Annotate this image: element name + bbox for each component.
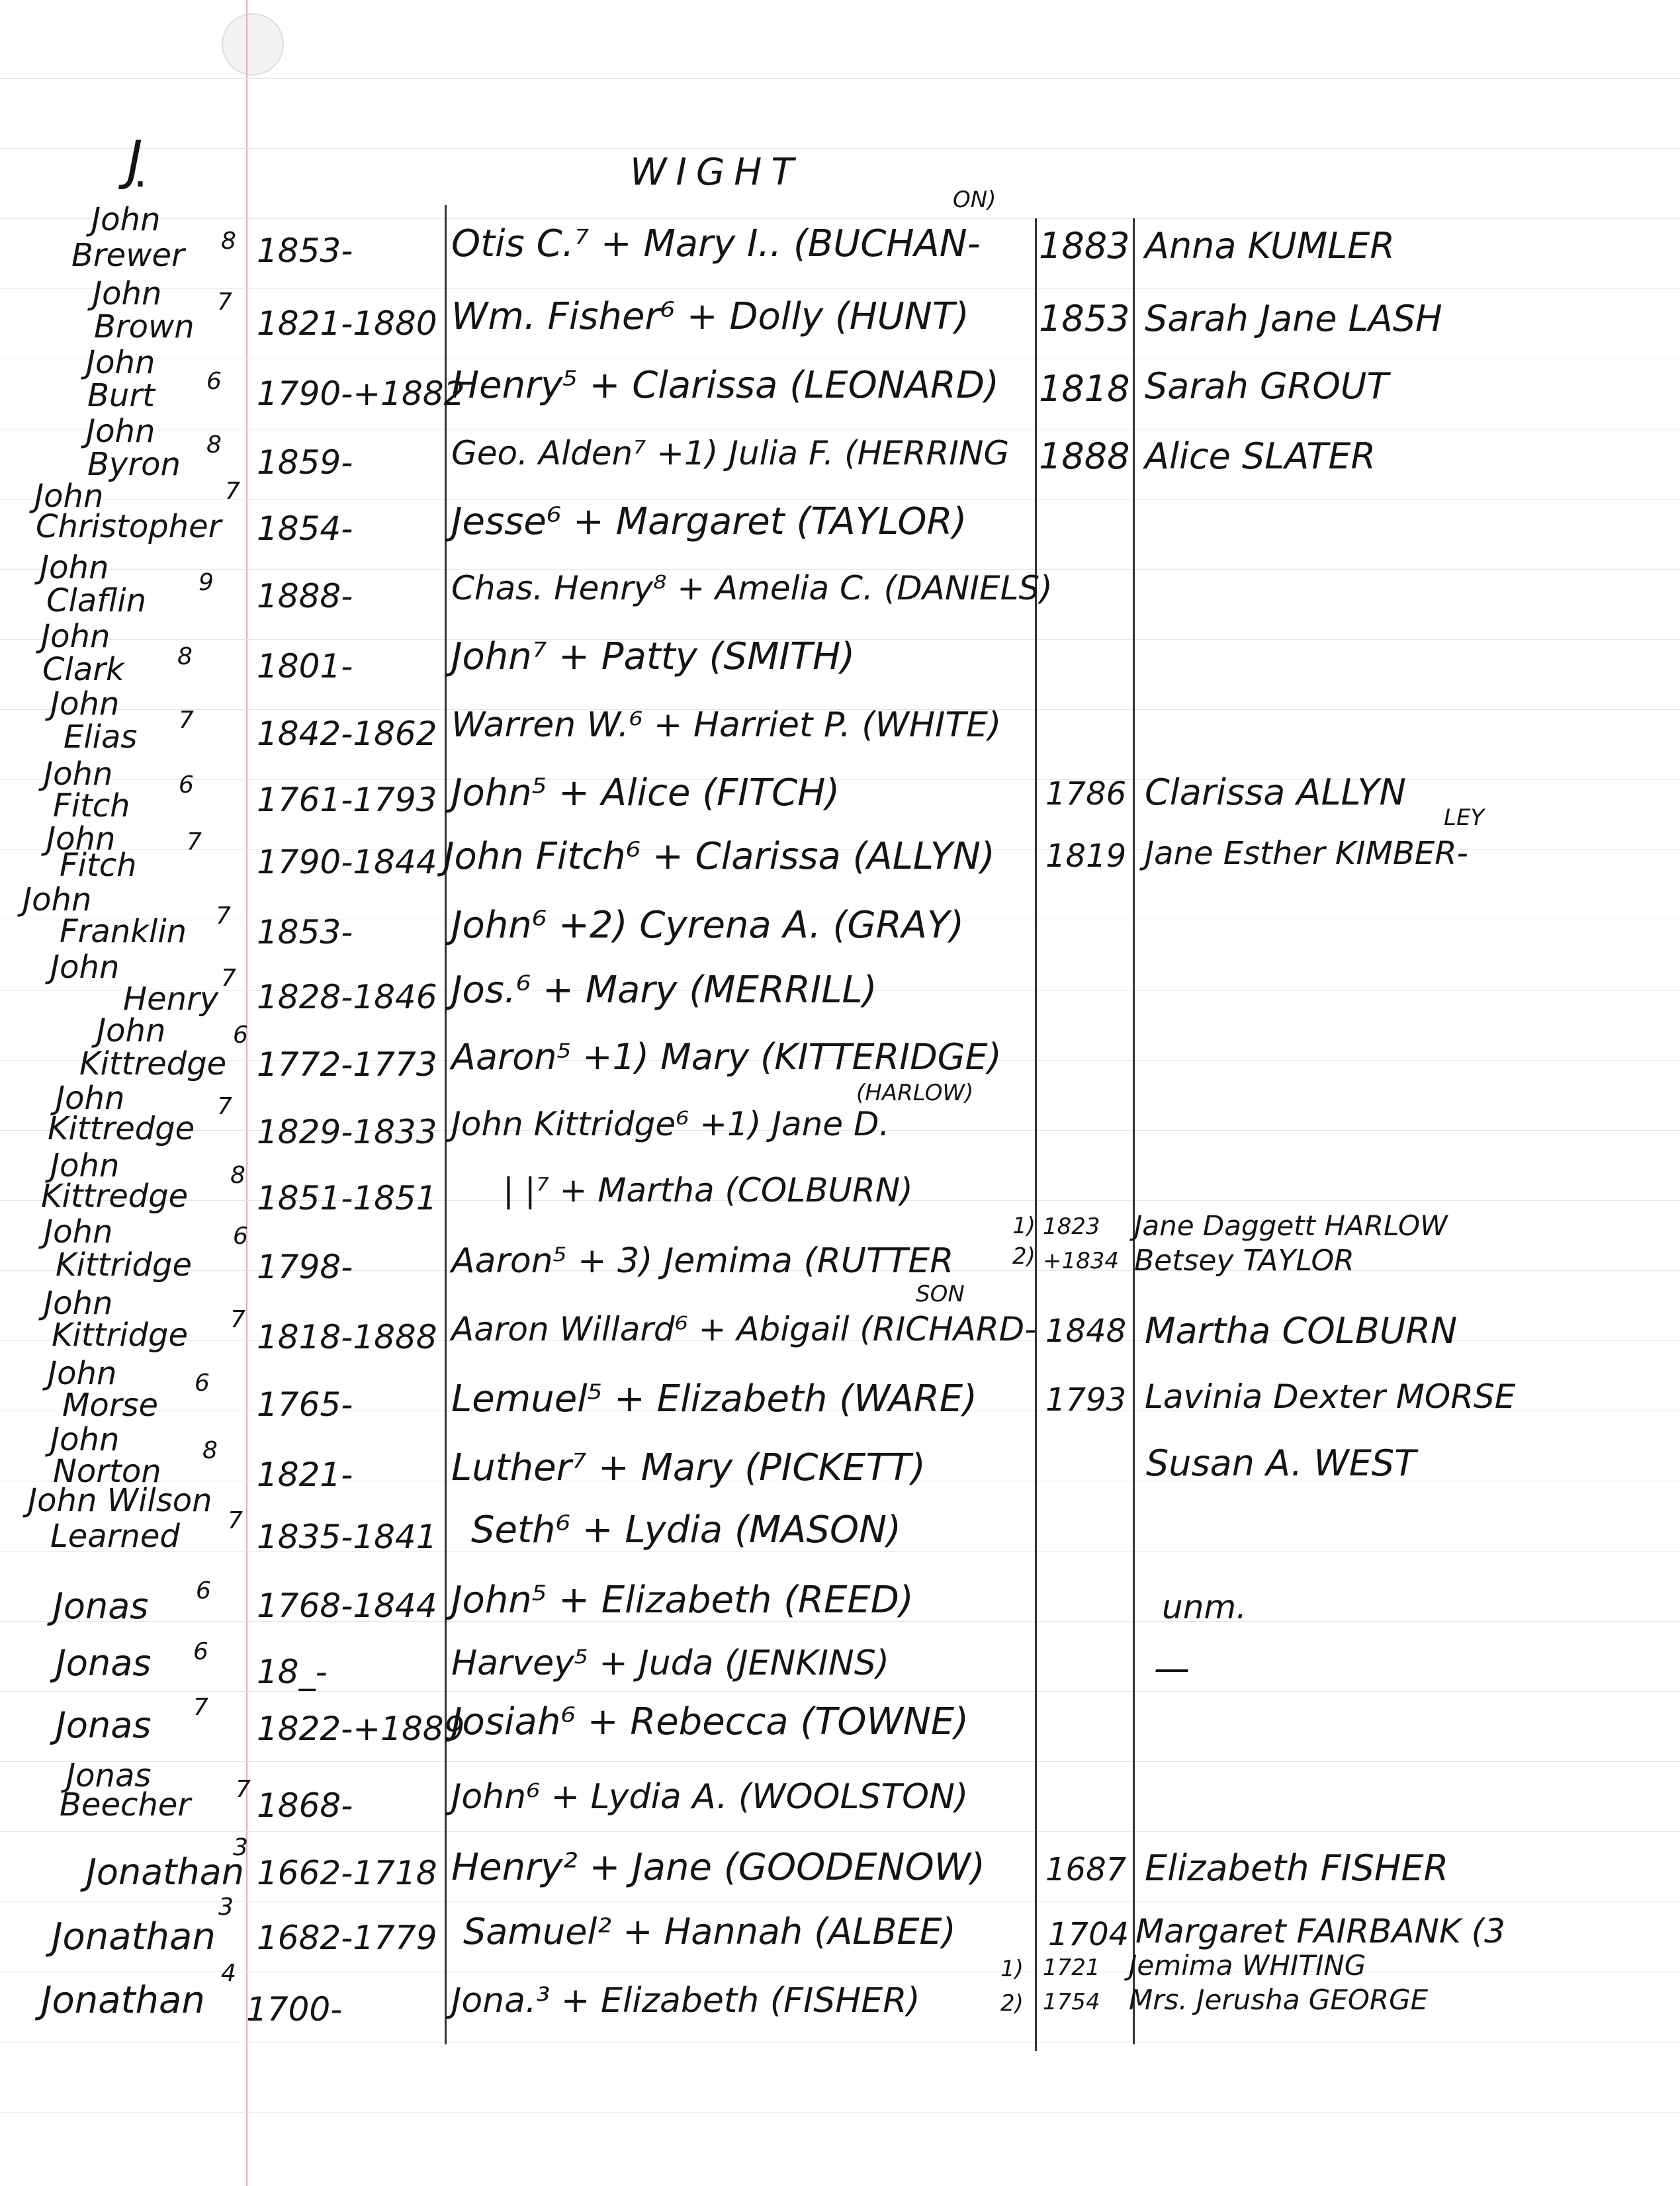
- dates: 1772-1773: [257, 1045, 437, 1084]
- given-name: John: [46, 820, 116, 857]
- ruling-line: [0, 779, 1680, 780]
- generation-number: 6: [195, 1370, 210, 1397]
- spouse-continuation: LEY: [1444, 805, 1485, 831]
- dates: 1790-1844: [257, 843, 437, 881]
- spouse: Lavinia Dexter MORSE: [1145, 1377, 1516, 1416]
- parents-continuation: SON: [916, 1281, 965, 1307]
- parents: Seth⁶ + Lydia (MASON): [471, 1508, 901, 1552]
- parents-continuation: ON): [953, 187, 996, 213]
- given-name-2: Beecher: [60, 1786, 191, 1823]
- given-name-2: Jonathan: [86, 1851, 244, 1893]
- marriage-order-marks: 1) 2): [1000, 1956, 1024, 2017]
- parents: Henry⁵ + Clarissa (LEONARD): [451, 364, 999, 407]
- spouse: Margaret FAIRBANK (3: [1135, 1912, 1505, 1950]
- generation-number: 8: [202, 1437, 218, 1464]
- dates: 1798-: [257, 1248, 353, 1286]
- dates: 1868-: [257, 1786, 353, 1825]
- generation-number: 7: [187, 828, 202, 855]
- given-name-2: Franklin: [60, 913, 187, 950]
- marriage-order-marks: 1) 2): [1012, 1213, 1036, 1270]
- dates: 1761-1793: [257, 781, 437, 819]
- generation-number: 3: [233, 1834, 248, 1861]
- given-name: John: [50, 949, 120, 986]
- given-name-2: Fitch: [53, 787, 130, 824]
- parents: Otis C.⁷ + Mary I.. (BUCHAN-: [451, 222, 981, 265]
- generation-number: 7: [225, 478, 240, 505]
- marriage-year: 1823: [1043, 1213, 1100, 1240]
- spouse: Jane Esther KIMBER-: [1145, 835, 1468, 872]
- given-name: John: [86, 344, 155, 381]
- spouse: Susan A. WEST: [1146, 1442, 1417, 1484]
- given-name: John: [97, 1012, 166, 1049]
- parents: Aaron Willard⁶ + Abigail (RICHARD-: [451, 1310, 1037, 1348]
- page-title: WIGHT: [630, 151, 803, 194]
- given-name-2: Kittredge: [79, 1045, 227, 1082]
- parents: Jos.⁶ + Mary (MERRILL): [451, 969, 877, 1012]
- marriage-year: 1818: [1039, 368, 1130, 410]
- given-name-2: Learned: [50, 1518, 180, 1555]
- dates: 1888-: [257, 577, 353, 615]
- given-name-2: Jonas: [56, 1642, 152, 1684]
- marriage-year: 1721: [1043, 1954, 1100, 1981]
- dates: 1818-1888: [257, 1318, 437, 1356]
- dates: 1662-1718: [257, 1854, 437, 1892]
- generation-number: 6: [196, 1577, 211, 1604]
- dates: 18_-: [257, 1653, 328, 1691]
- marriage-year: 1848: [1045, 1313, 1127, 1350]
- given-name-2: Jonas: [56, 1704, 152, 1746]
- given-name: John: [34, 478, 104, 515]
- dates: 1821-1880: [257, 304, 437, 343]
- parents: Wm. Fisher⁶ + Dolly (HUNT): [451, 295, 969, 338]
- generation-number: 7: [216, 902, 231, 930]
- generation-number: 7: [236, 1776, 251, 1803]
- given-name: John: [44, 1285, 113, 1322]
- spouse: Jane Daggett HARLOW: [1134, 1209, 1448, 1242]
- given-name: John: [50, 1147, 120, 1184]
- spouse: Clarissa ALLYN: [1145, 771, 1406, 813]
- given-name: Jonas: [66, 1757, 152, 1794]
- ruling-line: [0, 499, 1680, 500]
- parents: John⁵ + Elizabeth (REED): [451, 1579, 914, 1622]
- parents: Henry² + Jane (GOODENOW): [451, 1846, 985, 1889]
- given-name-2: Claflin: [46, 582, 147, 619]
- given-name-2: Jonathan: [41, 1979, 205, 2022]
- given-name: John: [93, 275, 162, 312]
- given-name-2: Kittredge: [41, 1178, 189, 1215]
- marriage-year: 1786: [1045, 775, 1127, 812]
- parents: John Fitch⁶ + Clarissa (ALLYN): [443, 835, 995, 878]
- given-name-2: Fitch: [60, 847, 137, 884]
- marriage-year: 1704: [1048, 1916, 1129, 1953]
- given-name-2: Jonas: [53, 1585, 149, 1627]
- ruling-line: [0, 2112, 1680, 2113]
- given-name-2: Brewer: [71, 237, 185, 274]
- dates: 1835-1841: [257, 1518, 437, 1556]
- given-name: John: [50, 1421, 120, 1458]
- dates: 1853-: [257, 232, 353, 270]
- ruling-line: [0, 218, 1680, 219]
- given-name: John: [40, 549, 109, 586]
- dates: 1828-1846: [257, 978, 437, 1016]
- generation-number: 7: [217, 288, 232, 316]
- ruling-line: [0, 1691, 1680, 1692]
- dates: 1853-: [257, 913, 353, 951]
- marriage-year: 1888: [1039, 435, 1130, 477]
- parents: Jona.³ + Elizabeth (FISHER): [451, 1981, 920, 2021]
- generation-number: 6: [193, 1638, 208, 1665]
- given-name: John: [22, 881, 92, 918]
- spouse: Anna KUMLER: [1145, 225, 1395, 267]
- dates: 1765-: [257, 1385, 353, 1424]
- given-name-2: Jonathan: [52, 1915, 216, 1958]
- dates: 1854-: [257, 509, 353, 548]
- given-name: John: [41, 618, 111, 655]
- dates: 1851-1851: [257, 1179, 437, 1217]
- parents: John⁶ +2) Cyrena A. (GRAY): [451, 904, 965, 947]
- parents: John⁵ + Alice (FITCH): [451, 771, 840, 814]
- given-name-2: Burt: [87, 377, 155, 414]
- generation-number: 8: [177, 643, 193, 670]
- binder-hole-top: [222, 13, 284, 75]
- generation-number: 7: [179, 707, 194, 734]
- parents: Geo. Alden⁷ +1) Julia F. (HERRING: [451, 434, 1010, 472]
- spouse: Jemima WHITING: [1129, 1949, 1366, 1982]
- given-name-2: Morse: [62, 1387, 159, 1424]
- ruling-line: [0, 288, 1680, 289]
- generation-number: 6: [233, 1223, 248, 1250]
- parents: John Kittridge⁶ +1) Jane D.: [451, 1105, 890, 1143]
- given-name-2: Kittredge: [48, 1110, 195, 1147]
- spouse-2: Betsey TAYLOR: [1134, 1244, 1354, 1278]
- generation-number: 6: [233, 1022, 248, 1049]
- dates: 1768-1844: [257, 1587, 437, 1625]
- given-name: John: [50, 685, 120, 722]
- parents-continuation: (HARLOW): [856, 1080, 974, 1106]
- marriage-year: 1687: [1045, 1851, 1127, 1888]
- spouse: Sarah GROUT: [1145, 365, 1389, 407]
- spouse: Sarah Jane LASH: [1145, 298, 1442, 339]
- generation-number: 6: [206, 368, 222, 395]
- generation-number: 7: [193, 1694, 208, 1721]
- given-name-2: Kittridge: [56, 1246, 192, 1284]
- parents: | |⁷ + Martha (COLBURN): [503, 1171, 913, 1209]
- ruling-line: [0, 1831, 1680, 1832]
- dates: 1822-+1889: [257, 1710, 465, 1748]
- given-name-2: Elias: [64, 719, 138, 756]
- given-name: John: [44, 756, 113, 793]
- parents: Samuel² + Hannah (ALBEE): [463, 1911, 956, 1952]
- parents: John⁶ + Lydia A. (WOOLSTON): [451, 1777, 969, 1817]
- note: unm.: [1162, 1588, 1247, 1626]
- ruling-line: [0, 78, 1680, 79]
- given-name-2: Kittridge: [52, 1317, 188, 1354]
- ruling-line: [0, 1761, 1680, 1762]
- marriage-year-2: 1754: [1043, 1989, 1100, 2015]
- given-name: John: [86, 413, 155, 450]
- given-name-2: Brown: [94, 308, 195, 345]
- given-name: John: [48, 1355, 117, 1392]
- generation-number: 9: [199, 569, 214, 596]
- given-name: John: [56, 1080, 125, 1117]
- column-divider: [1035, 218, 1037, 2051]
- given-name: John: [44, 1213, 113, 1250]
- marriage-year: 1819: [1045, 838, 1127, 875]
- generation-number: 7: [230, 1306, 245, 1333]
- generation-number: 8: [221, 228, 236, 255]
- parents: Chas. Henry⁸ + Amelia C. (DANIELS): [451, 569, 1053, 607]
- dates: 1859-: [257, 443, 353, 482]
- dates: 1842-1862: [257, 715, 437, 753]
- dates: 1790-+1882: [257, 374, 465, 413]
- given-name-2: Henry: [123, 981, 219, 1018]
- given-name: John: [91, 201, 161, 238]
- generation-number: 4: [221, 1960, 236, 1987]
- dates: 1682-1779: [257, 1919, 437, 1957]
- parents: John⁷ + Patty (SMITH): [451, 635, 856, 678]
- parents: Aaron⁵ +1) Mary (KITTERIDGE): [451, 1036, 1002, 1078]
- note: —: [1154, 1647, 1190, 1689]
- spouse: Elizabeth FISHER: [1145, 1847, 1449, 1889]
- parents: Harvey⁵ + Juda (JENKINS): [451, 1643, 890, 1683]
- parents: Luther⁷ + Mary (PICKETT): [451, 1446, 926, 1489]
- generation-number: 8: [230, 1162, 245, 1189]
- marriage-year: 1853: [1039, 298, 1130, 339]
- generation-number: 7: [228, 1507, 243, 1534]
- dates: 1829-1833: [257, 1113, 437, 1151]
- parents: Aaron⁵ + 3) Jemima (RUTTER: [451, 1241, 954, 1281]
- generation-number: 6: [179, 771, 194, 799]
- given-name-2: Norton: [53, 1453, 161, 1490]
- dates: 1700-: [246, 1990, 343, 2029]
- given-name-2: Christopher: [36, 508, 222, 545]
- section-letter: J: [127, 130, 143, 191]
- spouse: Alice SLATER: [1145, 435, 1376, 477]
- dates: 1821-: [257, 1456, 353, 1494]
- column-divider: [1133, 218, 1135, 2044]
- given-name-2: Clark: [42, 651, 124, 688]
- given-name-2: Byron: [87, 446, 181, 483]
- marriage-year: 1883: [1039, 225, 1130, 267]
- column-divider: [445, 205, 447, 2044]
- parents: Jesse⁶ + Margaret (TAYLOR): [451, 500, 967, 543]
- parents: Warren W.⁶ + Harriet P. (WHITE): [451, 705, 1002, 745]
- dates: 1801-: [257, 647, 353, 685]
- generation-number: 3: [218, 1894, 234, 1921]
- marriage-year-2: +1834: [1043, 1248, 1120, 1274]
- generation-number: 8: [206, 431, 222, 459]
- generation-number: 7: [221, 965, 236, 992]
- parents: Lemuel⁵ + Elizabeth (WARE): [451, 1377, 978, 1421]
- parents: Josiah⁶ + Rebecca (TOWNE): [451, 1700, 969, 1743]
- spouse: Martha COLBURN: [1145, 1310, 1458, 1352]
- generation-number: 7: [217, 1093, 232, 1120]
- spouse-2: Mrs. Jerusha GEORGE: [1129, 1984, 1429, 2016]
- given-name: John Wilson: [28, 1482, 212, 1519]
- ruling-line: [0, 148, 1680, 149]
- marriage-year: 1793: [1045, 1381, 1127, 1419]
